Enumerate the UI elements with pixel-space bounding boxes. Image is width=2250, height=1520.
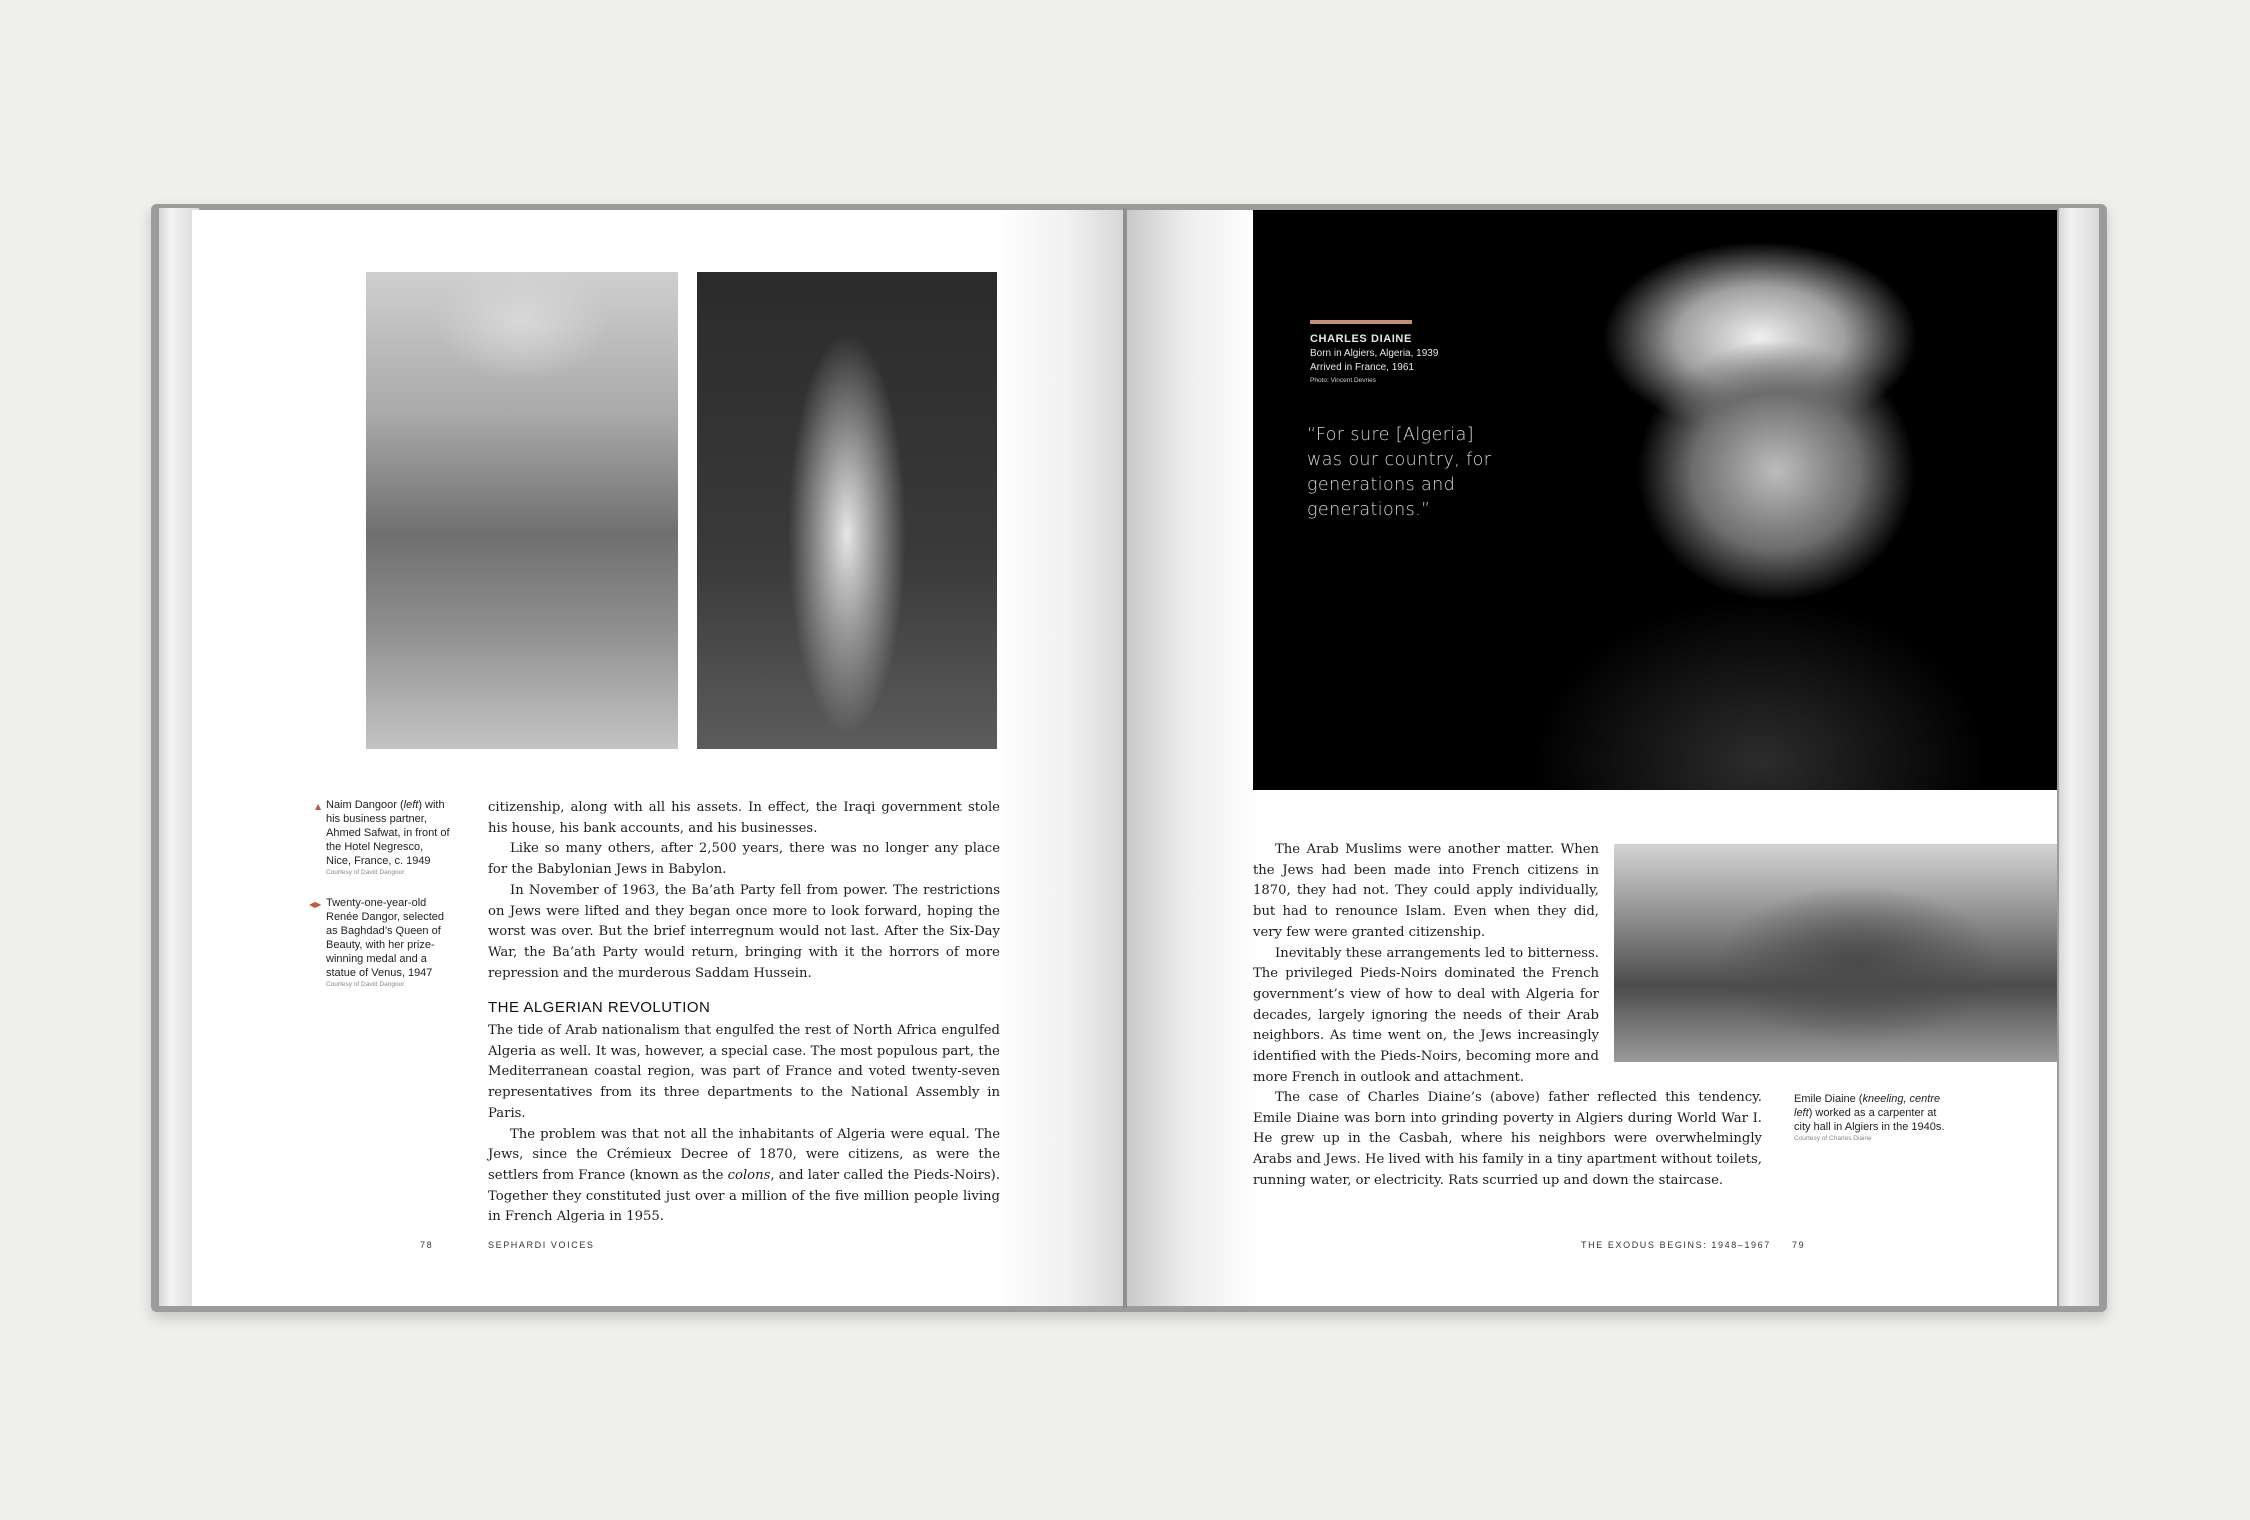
paragraph: The case of Charles Diaine’s (above) father reflected this tendency. Emile Diaine was born into grinding poverty in Algiers during World War I. He grew up in the Casbah, where his neighbors were overwhelmingly Arabs and Jews. He lived with his family in a tiny apartment without toilets, running water, or electricity. Rats scurried up and down the staircase.	[1253, 1090, 1762, 1188]
portrait-info	[1310, 332, 1530, 386]
accent-bar	[1310, 320, 1412, 324]
paragraph: The problem was that not all the inhabitants of Algeria were equal. The Jews, since the Crémieux Decree of 1870, were citizens, as were the settlers from France (known as the colons, and later called the Pieds-Noirs). Together they constituted just over a million of the five million people living in French Algeria in 1955.	[488, 1126, 1001, 1225]
caption-triangle-icon: ◀▶	[309, 900, 322, 909]
portrait-name: CHARLES DIAINE	[1310, 333, 1412, 345]
caption-group-photo: Emile Diaine (kneeling, centre left) worked as a carpenter at city hall in Algiers in the 1940s. Courtesy of Charles Diaine	[1794, 1093, 1945, 1142]
paragraph: The tide of Arab nationalism that engulfed the rest of North Africa engulfed Algeria as well. It was, however, a special case. The most populous part, the Mediterranean coastal region, was part of France and voted twenty-seven representatives from its three departments to the National Assembly in Paris.	[488, 1023, 1000, 1121]
caption-triangle-icon: ▲	[315, 802, 322, 811]
open-book	[151, 204, 2107, 1312]
right-page	[1127, 210, 2057, 1306]
running-title: SEPHARDI VOICES	[488, 1240, 595, 1250]
paragraph: Inevitably these arrangements led to bitterness. The privileged Pieds-Noirs dominated the French government’s view of how to deal with Algeria for decades, largely ignoring the needs of their Arab neighbors. As time went on, the Jews increasingly identified with the Pieds-Noirs, becoming more and more French in outlook and attachment.	[1253, 945, 1599, 1085]
right-page-edges	[2059, 208, 2099, 1306]
portrait-born: Born in Algiers, Algeria, 1939	[1310, 348, 1439, 359]
pull-quote: “For sure [Algeria] was our country, for generations and generations.”	[1307, 425, 1492, 520]
paragraph: Like so many others, after 2,500 years, there was no longer any place for the Babylonian Jews in Babylon.	[488, 841, 1000, 878]
portrait-credit: Photo: Vincent Devries	[1310, 377, 1376, 384]
running-title: THE EXODUS BEGINS: 1948–1967	[1581, 1240, 1771, 1250]
caption-photo1: Naim Dangoor (left) with his business partner, Ahmed Safwat, in front of the Hotel Negresco, Nice, France, c. 1949 Courtesy of David Dangoor	[326, 799, 450, 876]
page-number: 78	[420, 1240, 434, 1250]
group-photo	[1614, 844, 2057, 1062]
photo-beauty-queen	[697, 272, 997, 749]
left-body-text	[488, 798, 1000, 1228]
caption-photo2: Twenty-one-year-old Renée Dangor, selected as Baghdad’s Queen of Beauty, with her prize-winning medal and a statue of Venus, 1947 Courtesy of David Dangoor	[326, 897, 445, 988]
paragraph: The Arab Muslims were another matter. When the Jews had been made into French citizens in 1870, they had not. They could apply individually, but had to renounce Islam. Even when they did, very few were granted citizenship.	[1253, 842, 1599, 940]
right-body-text-bottom	[1253, 1088, 1762, 1192]
paragraph: In November of 1963, the Ba’ath Party fell from power. The restrictions on Jews were lifted and they began once more to look forward, hoping the worst was over. But the brief interregnum would not last. After the Six-Day War, the Ba’ath Party would return, bringing with it the horrors of more repression and the murderous Saddam Hussein.	[488, 882, 1000, 981]
paragraph: citizenship, along with all his assets. In effect, the Iraqi government stole his house, his bank accounts, and his businesses.	[488, 800, 1000, 836]
photo-men-walking	[366, 272, 678, 749]
section-heading: THE ALGERIAN REVOLUTION	[488, 999, 711, 1017]
portrait-arrived: Arrived in France, 1961	[1310, 362, 1414, 373]
left-page	[192, 210, 1125, 1306]
right-body-text-top	[1253, 840, 1599, 1088]
page-number: 79	[1792, 1240, 1806, 1250]
